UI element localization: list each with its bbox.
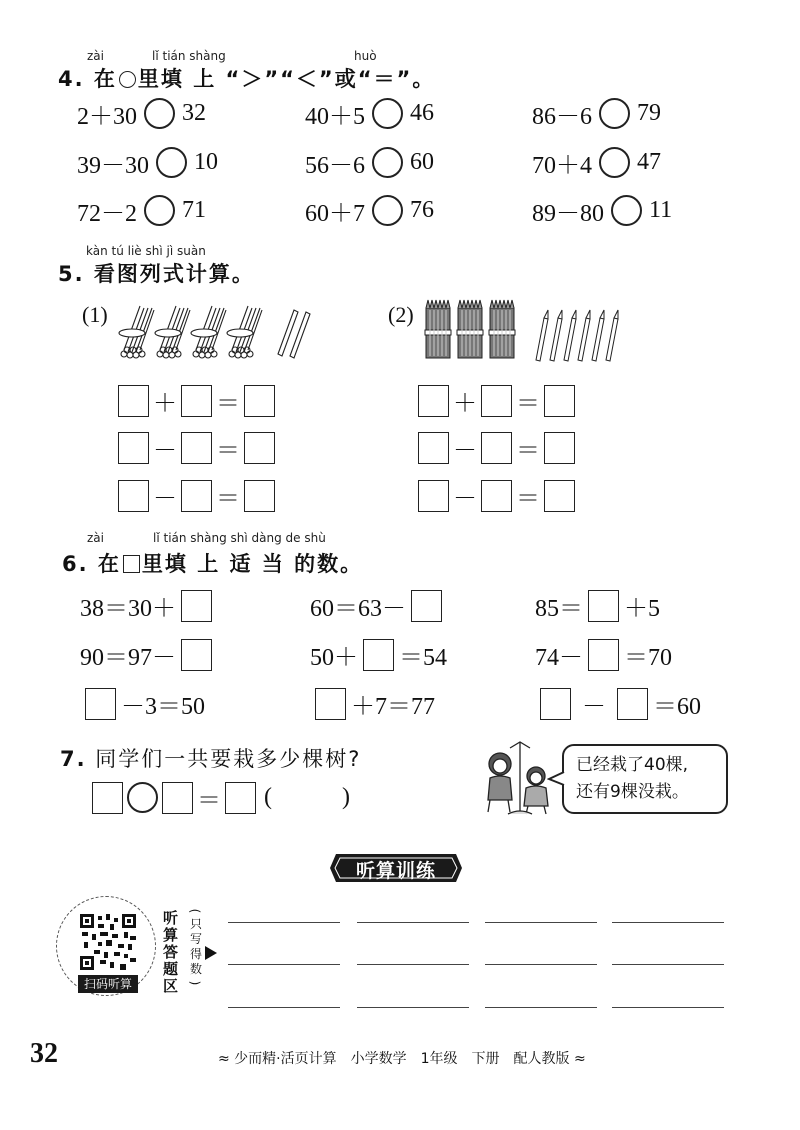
fill-item (310, 637, 447, 672)
q4-heading (58, 63, 435, 93)
speech-bubble (562, 744, 728, 814)
answer-line[interactable] (228, 964, 340, 965)
comparison-item (77, 145, 218, 180)
fill-item (310, 588, 447, 623)
operator-circle[interactable] (127, 782, 158, 813)
answer-box[interactable] (225, 782, 256, 814)
answer-box[interactable] (85, 688, 116, 720)
answer-box[interactable] (244, 480, 275, 512)
equation-row (118, 383, 275, 418)
comparison-item (532, 145, 661, 180)
q4-pinyin-zai: zài (87, 49, 104, 63)
fill-item (80, 637, 217, 672)
answer-box[interactable] (118, 432, 149, 464)
q6-text-a: 在 (97, 552, 121, 576)
comparison-item (305, 96, 434, 131)
fill-text: ＋7＝77 (351, 694, 435, 720)
answer-line[interactable] (485, 964, 597, 965)
answer-line[interactable] (228, 1007, 340, 1008)
comparison-circle[interactable] (599, 147, 630, 178)
q6-number: 6. (62, 552, 89, 576)
answer-box[interactable] (92, 782, 123, 814)
fill-item (310, 686, 435, 721)
comparison-right: 79 (637, 100, 661, 126)
comparison-circle[interactable] (144, 195, 175, 226)
operator-sign: ＋ (153, 391, 177, 417)
answer-line[interactable] (228, 922, 340, 923)
comparison-circle[interactable] (372, 98, 403, 129)
answer-box[interactable] (118, 480, 149, 512)
fill-text: ＝70 (624, 645, 672, 671)
comparison-item (532, 96, 661, 131)
fill-text: ＋5 (624, 596, 660, 622)
q4-number: 4. (58, 67, 85, 91)
answer-box[interactable] (181, 385, 212, 417)
comparison-left: 86－6 (532, 104, 592, 130)
fill-text: 60＝63－ (310, 596, 406, 622)
answer-line[interactable] (485, 922, 597, 923)
fill-item (535, 686, 701, 721)
operator-sign: ＝ (216, 391, 240, 417)
answer-box[interactable] (244, 385, 275, 417)
q6-heading (62, 548, 363, 578)
answer-line[interactable] (357, 964, 469, 965)
answer-line[interactable] (612, 922, 724, 923)
comparison-item (532, 193, 672, 228)
qr-label: 扫码听算 (78, 975, 138, 993)
answer-box[interactable] (244, 432, 275, 464)
comparison-left: 56－6 (305, 153, 365, 179)
fill-text: ＝54 (399, 645, 447, 671)
fill-text: ＝60 (653, 694, 701, 720)
q5-part1-label: (1) (82, 302, 108, 327)
answer-box[interactable] (481, 432, 512, 464)
comparison-right: 10 (194, 149, 218, 175)
comparison-item (305, 193, 434, 228)
q6-pinyin-rest: lǐ tián shàng shì dàng de shù (153, 531, 326, 545)
fill-text: 90＝97－ (80, 645, 176, 671)
answer-area-note-text: 只写得数 (189, 917, 202, 976)
answer-area-note: ( 只写得数 ) (188, 908, 202, 986)
comparison-left: 40＋5 (305, 104, 365, 130)
q7-number: 7. (60, 747, 87, 771)
answer-line[interactable] (357, 922, 469, 923)
answer-box[interactable] (181, 480, 212, 512)
fill-item (535, 588, 660, 623)
answer-box[interactable] (418, 480, 449, 512)
comparison-circle[interactable] (611, 195, 642, 226)
q7-equation (92, 780, 350, 815)
comparison-left: 39－30 (77, 153, 149, 179)
answer-line[interactable] (612, 964, 724, 965)
equation-row (418, 430, 575, 465)
operator-sign: － (453, 486, 477, 512)
q5-number: 5. (58, 262, 85, 286)
q4-pinyin-li-tian-shang: lǐ tián shàng (152, 49, 226, 63)
operator-sign: － (153, 486, 177, 512)
q5-text: 看图列式计算。 (93, 262, 255, 286)
comparison-right: 47 (637, 149, 661, 175)
comparison-right: 46 (410, 100, 434, 126)
answer-box[interactable] (118, 385, 149, 417)
answer-box[interactable] (162, 782, 193, 814)
answer-box[interactable] (181, 432, 212, 464)
q7-text: 同学们一共要栽多少棵树? (95, 747, 362, 771)
comparison-item (305, 145, 434, 180)
stick-bundles-image (118, 300, 318, 362)
inline-circle-icon (119, 71, 136, 88)
q4-text-a: 在 (93, 67, 117, 91)
comparison-circle[interactable] (156, 147, 187, 178)
answer-box[interactable] (544, 432, 575, 464)
fill-item (535, 637, 672, 672)
q4-text-b: 里填 上 “＞”“＜”或“＝”。 (137, 67, 436, 91)
unit-paren-open: ( (264, 784, 272, 810)
q7-heading (60, 743, 361, 773)
speech-line-2: 还有9棵没栽。 (576, 782, 689, 802)
comparison-right: 71 (182, 197, 206, 223)
operator-sign: － (153, 438, 177, 464)
unit-paren-close: ) (342, 784, 350, 810)
answer-box[interactable] (315, 688, 346, 720)
answer-box[interactable] (363, 639, 394, 671)
fill-text: 74－ (535, 645, 583, 671)
operator-sign: － (453, 438, 477, 464)
answer-box[interactable] (481, 480, 512, 512)
answer-box[interactable] (481, 385, 512, 417)
answer-box[interactable] (181, 639, 212, 671)
equation-row (118, 478, 275, 513)
equals-sign: ＝ (197, 788, 221, 814)
comparison-item (77, 96, 206, 131)
comparison-circle[interactable] (372, 147, 403, 178)
q5-heading (58, 258, 255, 288)
answer-box[interactable] (411, 590, 442, 622)
unit-blank[interactable] (272, 784, 342, 812)
fill-text: 85＝ (535, 596, 583, 622)
operator-sign: ＝ (516, 391, 540, 417)
comparison-left: 70＋4 (532, 153, 592, 179)
answer-box[interactable] (418, 432, 449, 464)
operator-sign: ＝ (516, 486, 540, 512)
comparison-right: 60 (410, 149, 434, 175)
answer-line[interactable] (612, 1007, 724, 1008)
speech-tail (547, 770, 565, 788)
comparison-right: 76 (410, 197, 434, 223)
q4-pinyin-huo: huò (354, 49, 377, 63)
comparison-left: 60＋7 (305, 201, 365, 227)
book-info: ≈ 少而精·活页计算 小学数学 1年级 下册 配人教版 ≈ (218, 1051, 586, 1067)
q6-pinyin-zai: zài (87, 531, 104, 545)
answer-box[interactable] (617, 688, 648, 720)
answer-box[interactable] (544, 480, 575, 512)
equation-row (418, 383, 575, 418)
comparison-right: 11 (649, 197, 673, 223)
equation-row (118, 430, 275, 465)
operator-sign: ＝ (216, 438, 240, 464)
answer-line[interactable] (485, 1007, 597, 1008)
listening-banner (330, 852, 462, 884)
q5-part2-label: (2) (388, 302, 414, 327)
comparison-left: 2＋30 (77, 104, 137, 130)
operator-sign: ＝ (216, 486, 240, 512)
q5-pinyin: kàn tú liè shì jì suàn (86, 244, 206, 258)
operator-sign: ＋ (453, 391, 477, 417)
answer-box[interactable] (181, 590, 212, 622)
answer-box[interactable] (418, 385, 449, 417)
comparison-left: 72－2 (77, 201, 137, 227)
qr-code-icon[interactable] (80, 914, 136, 970)
equation-row (418, 478, 575, 513)
comparison-circle[interactable] (599, 98, 630, 129)
arrow-right-icon (205, 946, 217, 960)
comparison-item (77, 193, 206, 228)
fill-text: － (582, 694, 606, 720)
page-number: 32 (30, 1038, 58, 1069)
comparison-circle[interactable] (144, 98, 175, 129)
comparison-right: 32 (182, 100, 206, 126)
fill-text: 50＋ (310, 645, 358, 671)
answer-box[interactable] (588, 639, 619, 671)
speech-line-1: 已经栽了40棵, (576, 755, 689, 775)
pencil-bundles-image (424, 298, 634, 362)
listening-banner-text: 听算训练 (355, 860, 436, 882)
answer-box[interactable] (544, 385, 575, 417)
operator-sign: ＝ (516, 438, 540, 464)
comparison-circle[interactable] (372, 195, 403, 226)
fill-item (80, 686, 205, 721)
comparison-left: 89－80 (532, 201, 604, 227)
answer-box[interactable] (540, 688, 571, 720)
fill-text: －3＝50 (121, 694, 205, 720)
answer-area-label: 听算答题区 (163, 909, 179, 995)
inline-square-icon (123, 555, 140, 573)
fill-text: 38＝30＋ (80, 596, 176, 622)
fill-item (80, 588, 217, 623)
q6-text-b: 里填 上 适 当 的数。 (141, 552, 364, 576)
answer-box[interactable] (588, 590, 619, 622)
answer-line[interactable] (357, 1007, 469, 1008)
